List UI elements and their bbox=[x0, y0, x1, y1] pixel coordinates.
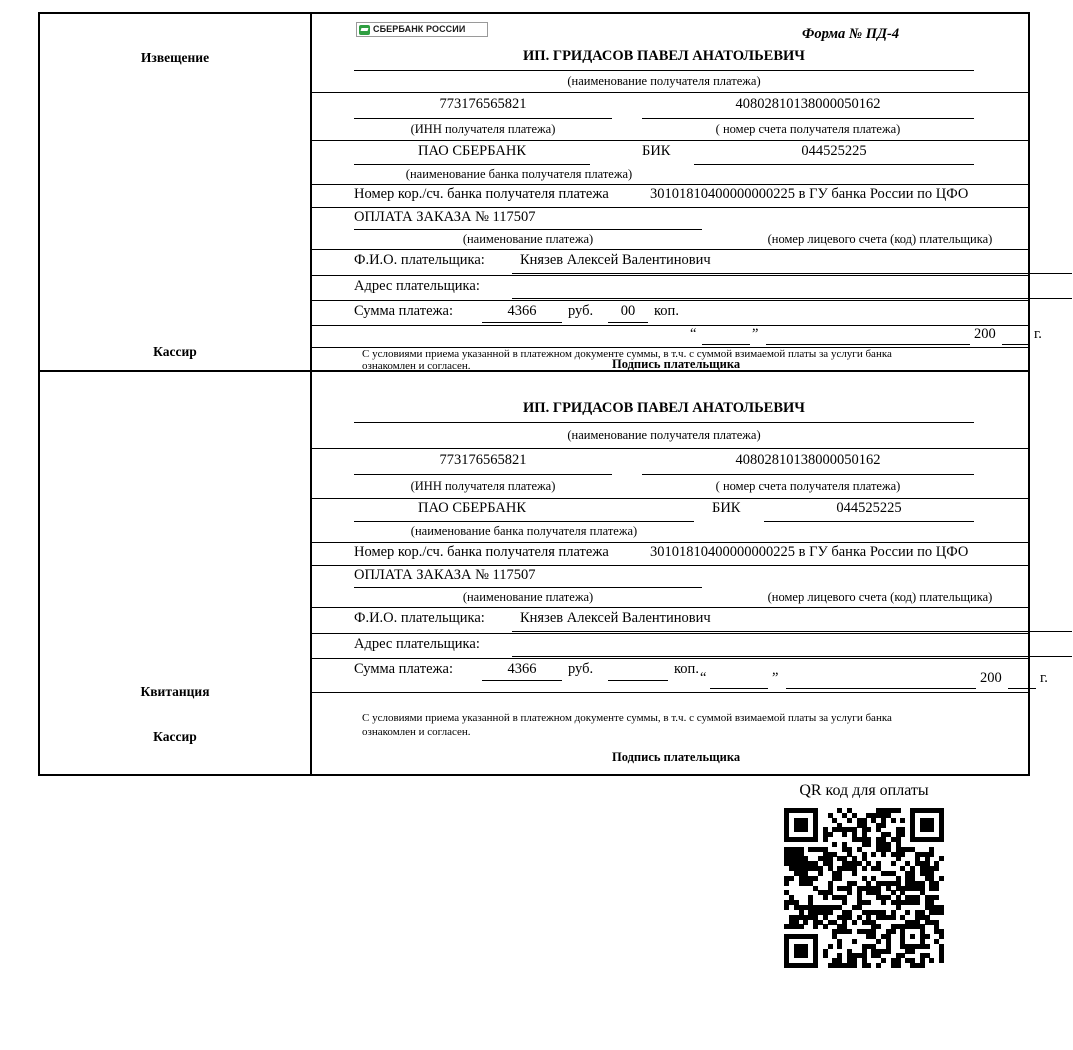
qr-code-image bbox=[784, 808, 944, 968]
divider-8-bottom bbox=[312, 692, 1028, 693]
divider-4-top bbox=[312, 207, 1028, 208]
payment-form bbox=[38, 12, 1048, 776]
recipient-underline-bottom bbox=[354, 422, 974, 423]
conditions-line1-top: С условиями приема указанной в платежном документе суммы, в т.ч. с суммой взимаемой платы за услуги банка bbox=[362, 348, 892, 360]
bank-underline-bottom bbox=[354, 521, 694, 522]
address-underline-bottom bbox=[512, 656, 1072, 657]
sum-rub-top[interactable]: 4366 bbox=[507, 303, 537, 319]
rub-word-top: руб. bbox=[568, 303, 594, 319]
receipt-stub bbox=[40, 372, 312, 774]
year-underline-top bbox=[1002, 344, 1030, 345]
inn-caption-bottom: (ИНН получателя платежа) bbox=[410, 479, 556, 493]
bik-label-top: БИК bbox=[642, 143, 671, 159]
inn-underline-top bbox=[354, 118, 612, 119]
recipient-caption-bottom: (наименование получателя платежа) bbox=[567, 428, 761, 442]
sum-label-bottom: Сумма платежа: bbox=[354, 661, 453, 677]
payer-value-bottom[interactable]: Князев Алексей Валентинович bbox=[520, 610, 711, 626]
account-underline-bottom bbox=[642, 474, 974, 475]
notice-half bbox=[40, 14, 1042, 372]
divider-1-top bbox=[312, 92, 1028, 93]
sum-kop-underline-bottom bbox=[608, 680, 668, 681]
account-caption-bottom: ( номер счета получателя платежа) bbox=[715, 479, 901, 493]
date-quote-close-bottom: ” bbox=[772, 670, 779, 686]
divider-2-bottom bbox=[312, 498, 1028, 499]
purpose-underline-bottom bbox=[354, 587, 702, 588]
year-suffix-bottom: г. bbox=[1040, 670, 1048, 686]
payer-label-bottom: Ф.И.О. плательщика: bbox=[354, 610, 485, 626]
notice-stub-label: Извещение bbox=[140, 50, 210, 65]
date-month-underline-top bbox=[766, 344, 970, 345]
purpose-caption-bottom: (наименование платежа) bbox=[462, 590, 594, 604]
year-prefix-bottom: 200 bbox=[980, 670, 1002, 686]
purpose-value-top: ОПЛАТА ЗАКАЗА № 117507 bbox=[354, 209, 536, 225]
inn-caption-top: (ИНН получателя платежа) bbox=[410, 122, 556, 136]
signature-label-top: Подпись плательщика bbox=[612, 357, 741, 371]
bank-caption-top: (наименование банка получателя платежа) bbox=[405, 167, 633, 181]
rub-word-bottom: руб. bbox=[568, 661, 594, 677]
date-month-underline-bottom bbox=[786, 688, 976, 689]
corr-label-bottom: Номер кор./сч. банка получателя платежа bbox=[354, 544, 609, 560]
receipt-stub-label: Квитанция bbox=[140, 684, 210, 699]
recipient-name-top: ИП. ГРИДАСОВ ПАВЕЛ АНАТОЛЬЕВИЧ bbox=[523, 48, 805, 64]
date-quote-open-bottom: “ bbox=[700, 670, 707, 686]
bik-value-bottom: 044525225 bbox=[836, 500, 902, 516]
purpose-caption-top: (наименование платежа) bbox=[462, 232, 594, 246]
address-label-top: Адрес плательщика: bbox=[354, 278, 480, 294]
bank-caption-bottom: (наименование банка получателя платежа) bbox=[410, 524, 638, 538]
inn-underline-bottom bbox=[354, 474, 612, 475]
divider-5-top bbox=[312, 249, 1028, 250]
year-suffix-top: г. bbox=[1034, 326, 1042, 342]
year-underline-bottom bbox=[1008, 688, 1036, 689]
divider-2-top bbox=[312, 140, 1028, 141]
sum-rub-underline-top bbox=[482, 322, 562, 323]
notice-body bbox=[312, 14, 1042, 372]
payer-underline-top bbox=[512, 273, 1072, 274]
date-day-underline-top bbox=[702, 344, 750, 345]
bank-name-bottom: ПАО СБЕРБАНК bbox=[418, 500, 526, 516]
payer-label-top: Ф.И.О. плательщика: bbox=[354, 252, 485, 268]
divider-5-bottom bbox=[312, 607, 1028, 608]
date-quote-open-top: “ bbox=[690, 326, 697, 342]
recipient-caption-top: (наименование получателя платежа) bbox=[567, 74, 761, 88]
inn-value-top: 773176565821 bbox=[439, 96, 527, 112]
qr-caption: QR код для оплаты bbox=[799, 782, 929, 799]
account-value-top: 40802810138000050162 bbox=[735, 96, 881, 112]
bik-value-top: 044525225 bbox=[801, 143, 867, 159]
corr-value-bottom: 30101810400000000225 в ГУ банка России по ЦФО bbox=[650, 544, 969, 560]
kop-word-bottom: коп. bbox=[674, 661, 699, 677]
receipt-half bbox=[40, 372, 1048, 774]
kop-word-top: коп. bbox=[654, 303, 679, 319]
sberbank-mark-icon bbox=[359, 25, 370, 35]
sum-kop-underline-top bbox=[608, 322, 648, 323]
account-caption-top: ( номер счета получателя платежа) bbox=[715, 122, 901, 136]
divider-7-bottom bbox=[312, 658, 1028, 659]
conditions-line1-bottom: С условиями приема указанной в платежном документе суммы, в т.ч. с суммой взимаемой платы за услуги банка bbox=[362, 712, 892, 724]
recipient-name-bottom: ИП. ГРИДАСОВ ПАВЕЛ АНАТОЛЬЕВИЧ bbox=[523, 400, 805, 416]
sum-kop-top[interactable]: 00 bbox=[620, 303, 636, 319]
divider-3-top bbox=[312, 184, 1028, 185]
account-underline-top bbox=[642, 118, 974, 119]
payer-underline-bottom bbox=[512, 631, 1072, 632]
bank-underline-top bbox=[354, 164, 590, 165]
sberbank-logo bbox=[356, 22, 488, 37]
qr-section bbox=[764, 782, 964, 968]
signature-label-bottom: Подпись плательщика bbox=[612, 750, 741, 764]
address-underline-top bbox=[512, 298, 1072, 299]
conditions-line2-top: ознакомлен и согласен. bbox=[362, 360, 471, 372]
qr-canvas bbox=[784, 808, 944, 968]
sum-label-top: Сумма платежа: bbox=[354, 303, 453, 319]
personal-account-caption-bottom: (номер лицевого счета (код) плательщика) bbox=[767, 590, 993, 604]
year-prefix-top: 200 bbox=[974, 326, 996, 342]
date-day-underline-bottom bbox=[710, 688, 768, 689]
receipt-body bbox=[312, 372, 1048, 774]
divider-6-bottom bbox=[312, 633, 1028, 634]
divider-7-top bbox=[312, 300, 1028, 301]
bik-underline-top bbox=[694, 164, 974, 165]
purpose-value-bottom: ОПЛАТА ЗАКАЗА № 117507 bbox=[354, 567, 536, 583]
sum-rub-underline-bottom bbox=[482, 680, 562, 681]
bik-label-bottom: БИК bbox=[712, 500, 741, 516]
cashier-stub-label-top: Кассир bbox=[153, 344, 197, 359]
divider-8-top bbox=[312, 325, 1028, 326]
inn-value-bottom: 773176565821 bbox=[439, 452, 527, 468]
corr-label-top: Номер кор./сч. банка получателя платежа bbox=[354, 186, 609, 202]
divider-1-bottom bbox=[312, 448, 1028, 449]
personal-account-caption-top: (номер лицевого счета (код) плательщика) bbox=[767, 232, 993, 246]
form-number: Форма № ПД-4 bbox=[802, 26, 900, 42]
sberbank-logo-text: СБЕРБАНК РОССИИ bbox=[373, 24, 466, 34]
purpose-underline-top bbox=[354, 229, 702, 230]
bik-underline-bottom bbox=[764, 521, 974, 522]
sum-rub-bottom[interactable]: 4366 bbox=[507, 661, 537, 677]
divider-4-bottom bbox=[312, 565, 1028, 566]
corr-value-top: 30101810400000000225 в ГУ банка России по ЦФО bbox=[650, 186, 969, 202]
payer-value-top[interactable]: Князев Алексей Валентинович bbox=[520, 252, 711, 268]
recipient-underline-top bbox=[354, 70, 974, 71]
cashier-stub-label-bottom: Кассир bbox=[153, 729, 197, 744]
notice-stub bbox=[40, 14, 312, 370]
divider-6-top bbox=[312, 275, 1028, 276]
account-value-bottom: 40802810138000050162 bbox=[735, 452, 881, 468]
conditions-line2-bottom: ознакомлен и согласен. bbox=[362, 726, 471, 738]
address-label-bottom: Адрес плательщика: bbox=[354, 636, 480, 652]
bank-name-top: ПАО СБЕРБАНК bbox=[418, 143, 526, 159]
date-quote-close-top: ” bbox=[752, 326, 759, 342]
divider-3-bottom bbox=[312, 542, 1028, 543]
